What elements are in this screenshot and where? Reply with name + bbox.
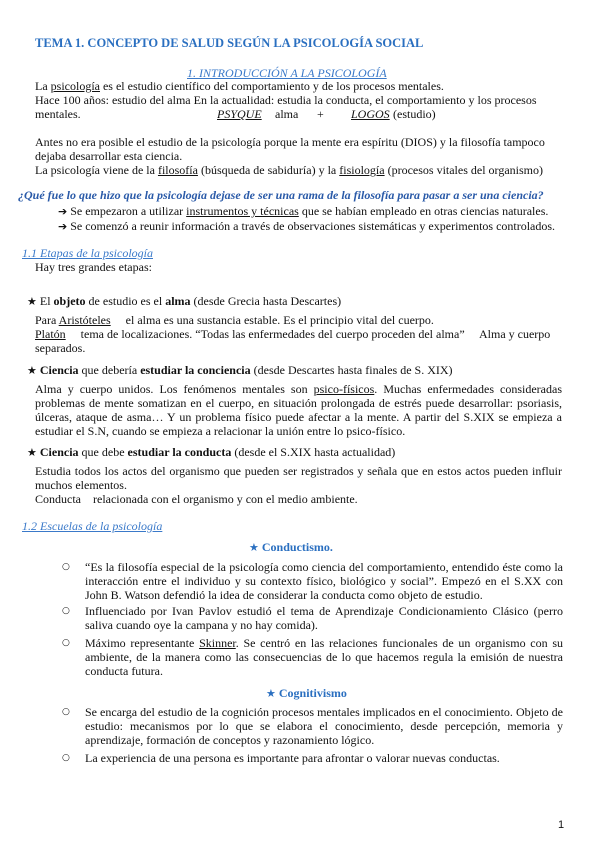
intro-line-2: Hace 100 años: estudio del alma En la actualidad: estudia la conducta, el comportamiento y los procesos: [35, 93, 537, 107]
paragraph-line: Antes no era posible el estudio de la psicología porque la mente era espíritu (DIOS) y la filosofía tampoco: [35, 135, 545, 149]
circle-bullet-icon: ○: [62, 638, 70, 648]
text: Se comenzó a reunir información a través de observaciones sistemáticas y experimentos controlados.: [70, 219, 556, 233]
arrow-icon: ➔: [58, 220, 68, 233]
circle-bullet-icon: ○: [62, 753, 70, 763]
bold-term: estudiar la conducta: [127, 445, 232, 459]
intro-line-3: [35, 107, 565, 121]
stage-item: [27, 363, 453, 378]
conductismo-item: “Es la filosofía especial de la psicología como ciencia del comportamiento, entendido éste como la interacción entre el individuo y su contexto físico, biológico y social”. Empezó en el S.XX con John B. Watson defendió la idea de considerar la conducta como objeto de estudio.: [85, 560, 563, 602]
stage2-paragraph: [35, 382, 562, 438]
plus-sign: +: [317, 107, 324, 121]
underlined-term: psicología: [50, 79, 100, 93]
conductismo-item: Influenciado por Ivan Pavlov estudió el tema de Aprendizaje Condicionamiento Clásico (perro saliva cuando oye la campana y no hay comida).: [85, 604, 563, 632]
key-question: ¿Qué fue lo que hizo que la psicología dejase de ser una rama de la filosofía para pasar a ser una ciencia?: [18, 188, 544, 202]
paragraph-line: separados.: [35, 341, 86, 355]
section-heading: 1. INTRODUCCIÓN A LA PSICOLOGÍA: [187, 66, 387, 80]
star-icon: ★: [27, 364, 37, 377]
text: que debe: [78, 445, 128, 459]
text: (estudio): [393, 107, 436, 121]
bold-term: estudiar la conciencia: [140, 363, 251, 377]
text: tema de localizaciones. “Todas las enfermedades del cuerpo proceden del alma” Alma y cuerpo: [65, 327, 551, 341]
bold-term: Ciencia: [39, 363, 79, 377]
text: (desde Grecia hasta Descartes): [190, 294, 342, 308]
bold-term: Ciencia: [39, 445, 79, 459]
logos-term: LOGOS: [351, 107, 390, 121]
text: Se empezaron a utilizar: [70, 204, 187, 218]
document-title: TEMA 1. CONCEPTO DE SALUD SEGÚN LA PSICOLOGÍA SOCIAL: [35, 36, 424, 50]
bold-term: alma: [165, 294, 191, 308]
text: el alma es una sustancia estable. Es el principio vital del cuerpo.: [110, 313, 434, 327]
stage3-paragraph: Estudia todos los actos del organismo que pueden ser registrados y señala que en estos actos pueden influir muchos elementos.: [35, 464, 562, 492]
text: . Se centró en las relaciones funcionales de un organismo con su ambiente, de la manera como las consecuencias de lo que hacemos regula la emisión de nuestra conducta futura.: [85, 636, 563, 678]
text: La psicología viene de la: [35, 163, 158, 177]
arrow-item: [58, 219, 555, 234]
underlined-term: filosofía: [157, 163, 198, 177]
underlined-term: Aristóteles: [58, 313, 111, 327]
stage3-conducta: Conducta relacionada con el organismo y con el medio ambiente.: [35, 492, 358, 506]
text: de estudio es el: [85, 294, 166, 308]
text: alma: [275, 107, 299, 121]
text: (desde el S.XIX hasta actualidad): [231, 445, 396, 459]
intro-line-1: [35, 79, 444, 93]
text: Para: [35, 313, 59, 327]
page-number: 1: [558, 819, 565, 831]
underlined-term: psico-físicos: [313, 382, 375, 396]
star-icon: ★: [249, 541, 259, 554]
text: Alma y cuerpo unidos. Los fenómenos mentales son: [35, 382, 314, 396]
school-heading-cognitivismo: [266, 686, 347, 701]
subsection-heading: 1.2 Escuelas de la psicología: [22, 519, 163, 533]
text: (búsqueda de sabiduría) y la: [197, 163, 340, 177]
circle-bullet-icon: ○: [62, 707, 70, 717]
cognitivismo-item: La experiencia de una persona es importante para afrontar o valorar nuevas conductas.: [85, 751, 500, 765]
text: mentales.: [35, 107, 81, 121]
underlined-term: Skinner: [199, 636, 236, 650]
stage-item: [27, 294, 341, 309]
arrow-item: [58, 204, 548, 219]
text: Máximo representante: [85, 636, 200, 650]
cognitivismo-item: Se encarga del estudio de la cognición procesos mentales implicados en el conocimiento. Objeto de estudio: mecanismos por lo que se elabora el conocimiento, desde percepción, memoria y aprendizaje, formación de conceptos y razonamiento lógico.: [85, 705, 563, 747]
subsection-heading: 1.1 Etapas de la psicología: [22, 246, 153, 260]
heading-text: Conductismo.: [261, 540, 333, 554]
circle-bullet-icon: ○: [62, 606, 70, 616]
arrow-icon: ➔: [58, 205, 68, 218]
star-icon: ★: [27, 446, 37, 459]
conductismo-item: [85, 636, 563, 678]
aristoteles-line: [35, 313, 434, 327]
psyque-term: PSYQUE: [217, 107, 262, 121]
underlined-term: instrumentos y técnicas: [186, 204, 299, 218]
circle-bullet-icon: ○: [62, 562, 70, 572]
platon-line: [35, 327, 550, 341]
origin-line: [35, 163, 543, 177]
text: que se habían empleado en otras ciencias naturales.: [298, 204, 549, 218]
star-icon: ★: [27, 295, 37, 308]
text: (desde Descartes hasta finales de S. XIX): [250, 363, 453, 377]
bold-term: objeto: [53, 294, 86, 308]
text: (procesos vitales del organismo): [384, 163, 543, 177]
stage-item: [27, 445, 395, 460]
star-icon: ★: [266, 687, 276, 700]
text: La: [35, 79, 51, 93]
text: que debería: [78, 363, 141, 377]
underlined-term: Platón: [35, 327, 66, 341]
school-heading-conductismo: [249, 540, 333, 555]
text: El: [39, 294, 54, 308]
text: . Muchas enfermedades consideradas problemas de mente somatizan en el cuerpo, en situación prolongada de estrés puede desarrollar: psoriasis, úlceras, ataque de asma… Y un problema físico puede afectar a la mente. A partir del S.XIX se empieza a estudiar el S.N, cuando se empieza a relacionar la unión entre lo psico-físico.: [35, 382, 562, 438]
heading-text: Cognitivismo: [278, 686, 347, 700]
text: es el estudio científico del comportamiento y de los procesos mentales.: [99, 79, 444, 93]
stages-intro: Hay tres grandes etapas:: [35, 260, 152, 274]
underlined-term: fisiología: [339, 163, 385, 177]
paragraph-line: dejaba desarrollar esta ciencia.: [35, 149, 183, 163]
